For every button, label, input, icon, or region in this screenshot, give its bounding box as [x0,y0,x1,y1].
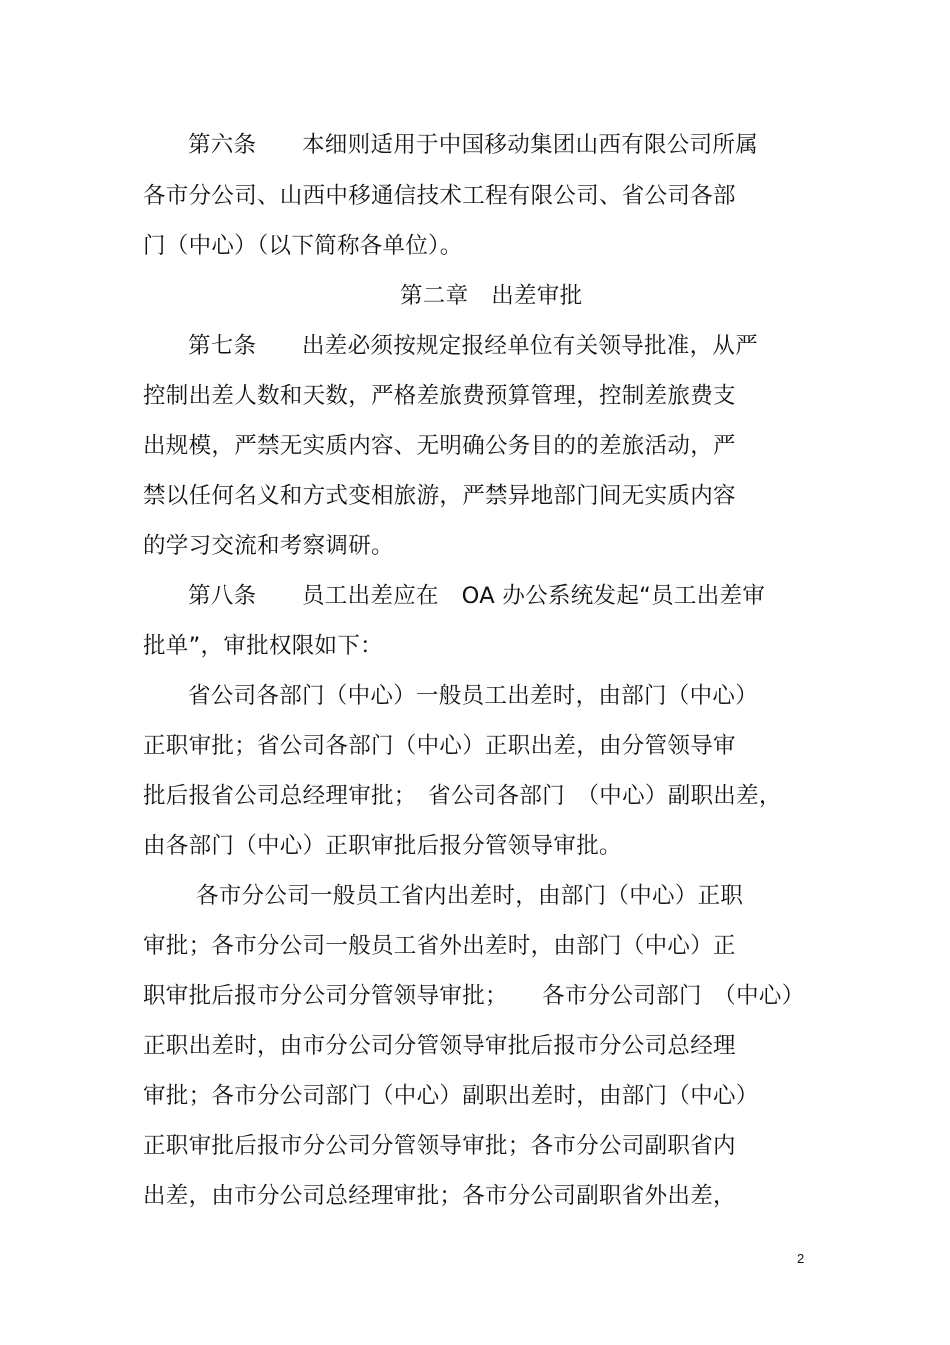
chapter-heading: 第二章 出差审批 [400,283,583,309]
city-approval-line-6: 正职审批后报市分公司分管领导审批；各市分公司副职省内 [143,1133,736,1159]
provincial-approval-line-2: 正职审批；省公司各部门（中心）正职出差，由分管领导审 [143,733,736,759]
article-8-line-1: 第八条 员工出差应在 OA 办公系统发起“员工出差审 [188,583,766,609]
article-7-line-3: 出规模，严禁无实质内容、无明确公务目的的差旅活动，严 [143,433,736,459]
article-6-line-2: 各市分公司、山西中移通信技术工程有限公司、省公司各部 [143,183,736,209]
article-7-line-1: 第七条 出差必须按规定报经单位有关领导批准，从严 [188,333,759,359]
article-7-line-4: 禁以任何名义和方式变相旅游，严禁异地部门间无实质内容 [143,483,736,509]
provincial-approval-line-4: 由各部门（中心）正职审批后报分管领导审批。 [143,833,622,859]
city-approval-line-5: 审批；各市分公司部门（中心）副职出差时，由部门（中心） [143,1083,759,1109]
provincial-approval-line-1: 省公司各部门（中心）一般员工出差时，由部门（中心） [188,683,759,709]
article-6-line-3: 门（中心）（以下简称各单位）。 [143,233,463,259]
city-approval-line-2: 审批；各市分公司一般员工省外出差时，由部门（中心）正 [143,933,736,959]
article-7-line-2: 控制出差人数和天数，严格差旅费预算管理，控制差旅费支 [143,383,736,409]
city-approval-line-3: 职审批后报市分公司分管领导审批； 各市分公司部门 （中心） [143,983,805,1009]
city-approval-line-7: 出差，由市分公司总经理审批；各市分公司副职省外出差， [143,1183,736,1209]
article-7-line-5: 的学习交流和考察调研。 [143,533,394,559]
article-8-line-2: 批单”，审批权限如下： [143,633,383,659]
provincial-approval-line-3: 批后报省公司总经理审批； 省公司各部门 （中心）副职出差， [143,783,782,809]
page-number: 2 [797,1251,805,1266]
city-approval-line-1: 各市分公司一般员工省内出差时，由部门（中心）正职 [196,883,744,909]
article-6-line-1: 第六条 本细则适用于中国移动集团山西有限公司所属 [188,132,759,158]
city-approval-line-4: 正职出差时，由市分公司分管领导审批后报市分公司总经理 [143,1033,736,1059]
